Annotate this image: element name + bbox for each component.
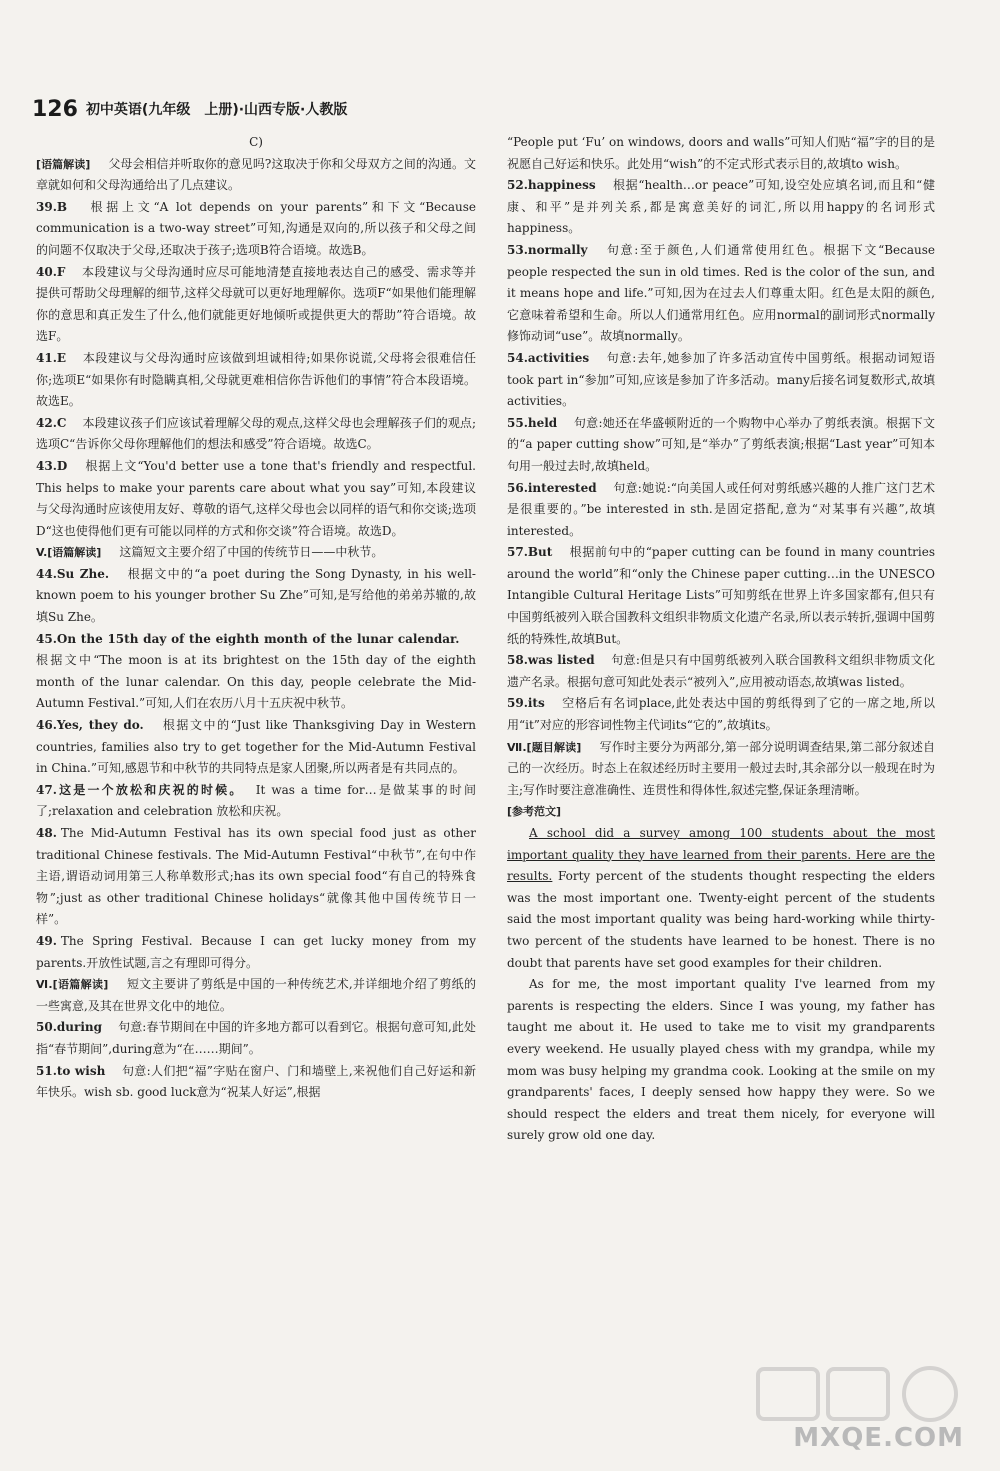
essay-paragraph-1 (507, 823, 935, 974)
item-number: 50.during (36, 1020, 102, 1035)
answer-item (36, 564, 476, 629)
page-header (32, 94, 347, 124)
item-text: 句意:但是只有中国剪纸被列入联合国教科文组织非物质文化遗产名录。根据句意可知此处表示“被列入”,应用被动语态,故填was listed。 (507, 653, 935, 689)
item-number: 39.B (36, 199, 68, 214)
answer-item (36, 931, 476, 974)
left-column (36, 132, 476, 1104)
answer-item (36, 715, 476, 780)
answer-item (36, 1061, 476, 1104)
continued-paragraph (507, 132, 935, 175)
answer-item (36, 456, 476, 542)
item-text: 句意:春节期间在中国的许多地方都可以看到它。根据句意可知,此处指“春节期间”,during意为“在……期间”。 (36, 1020, 476, 1056)
item-text: 根据文中“The moon is at its brightest on the 15th day of the eighth month of the lunar calendar. On this day, people celebrate the Mid-Autumn Festival.”可知,人们在农历八月十五庆祝中秋节。 (36, 631, 476, 711)
item-text: The Mid-Autumn Festival has its own special food just as other traditional Chinese festivals. The Mid-Autumn Festival“中秋节”,在句中作主语,谓语动词用第三人称单数形式;has its own special food“有自己的特殊食物”;just as other traditional Chinese holidays“就像其他中国传统节日一样”。 (36, 826, 476, 927)
item-text: 本段建议与父母沟通时应尽可能地清楚直接地表达自己的感受、需求等并提供可帮助父母理解的细节,这样父母就可以更好地理解你。选项F“如果他们能理解你的意思和真正发生了什么,他们就能更好地倾听或提供更大的帮助”符合语境。故选F。 (36, 264, 476, 344)
item-text: 句意:她说:“向美国人或任何对剪纸感兴趣的人推广这门艺术是很重要的。”be interested in sth.是固定搭配,意为“对某事有兴趣”,故填interested。 (507, 480, 935, 538)
item-text: 本段建议与父母沟通时应该做到坦诚相待;如果你说谎,父母将会很难信任你;选项E“如果你有时隐瞒真相,父母就更难相信你告诉他们的事情”符合本段语境。故选E。 (36, 350, 476, 409)
item-text: C) (249, 135, 263, 149)
item-number: 51.to wish (36, 1063, 106, 1078)
item-text: 空格后有名词place,此处表达中国的剪纸得到了它的一席之地,所以用“it”对应的形容词性物主代词its“它的”,故填its。 (507, 696, 935, 733)
answer-item (36, 413, 476, 456)
answer-item (507, 737, 935, 802)
answer-item (36, 780, 476, 823)
answer-item (36, 197, 476, 262)
item-text: 句意:人们把“福”字贴在窗户、门和墙壁上,来祝他们自己好运和新年快乐。wish sb. good luck意为“祝某人好运”,根据 (36, 1063, 476, 1100)
item-number: 56.interested (507, 480, 597, 495)
item-text: 这篇短文主要介绍了中国的传统节日——中秋节。 (107, 545, 384, 560)
item-text: 句意:至于颜色,人们通常使用红色。根据下文“Because people respected the sun in old times. Red is the color of the sun, and it means hope and life.”可知,因为在过去人们尊重太阳。红色是太阳的颜色,它意味着希望和生命。所以人们通常用红色。应用normal的副词形式normally修饰动词“use”。故填normally。 (507, 242, 935, 344)
sample-essay (507, 823, 935, 1147)
answer-item (36, 262, 476, 348)
item-number: 49. (36, 933, 57, 948)
item-number: 48. (36, 826, 57, 840)
essay-underlined-text: A school did a survey among 100 students about the most important quality they have learned from their parents. Here are the results. (507, 826, 935, 884)
item-number: 46.Yes, they do. (36, 718, 144, 733)
item-number: 53.normally (507, 242, 588, 257)
item-text: 句意:去年,她参加了许多活动宣传中国剪纸。根据动词短语took part in“参加”可知,应该是参加了许多活动。many后接名词复数形式,故填activities。 (507, 350, 935, 409)
section-tag: Ⅵ.[语篇解读] (36, 978, 109, 992)
answer-item (507, 413, 935, 478)
item-number: 52.happiness (507, 178, 596, 193)
item-number: 55.held (507, 415, 558, 430)
answer-item (507, 478, 935, 543)
answer-item (507, 693, 935, 736)
answer-item (507, 348, 935, 413)
answer-item (507, 650, 935, 693)
answer-item (36, 823, 476, 931)
item-number: 44.Su Zhe. (36, 566, 110, 581)
answer-item (36, 154, 476, 197)
answer-item (507, 240, 935, 348)
item-number: 40.F (36, 264, 66, 279)
section-tag: Ⅶ.[题目解读] (507, 740, 582, 754)
item-text: 根据文中的“a poet during the Song Dynasty, in his well-known poem to his younger brother Su Zhe”可知,是写给他的弟弟苏辙的,故填Su Zhe。 (36, 566, 476, 625)
item-text: It was a time for…是做某事的时间了;relaxation and celebration 放松和庆祝。 (36, 782, 476, 819)
item-text: 短文主要讲了剪纸是中国的一种传统艺术,并详细地介绍了剪纸的一些寓意,及其在世界文化中的地位。 (36, 977, 476, 1013)
answer-item (507, 175, 935, 240)
item-number: 47.这是一个放松和庆祝的时候。 (36, 782, 238, 797)
section-tag: V.[语篇解读] (36, 546, 102, 560)
item-text: “People put ‘Fu’ on windows, doors and walls”可知人们贴“福”字的目的是祝愿自己好运和快乐。此处用“wish”的不定式形式表示目的,故填to wish。 (507, 135, 935, 171)
item-number: 57.But (507, 545, 553, 560)
answer-item (507, 542, 935, 650)
item-text: 本段建议孩子们应该试着理解父母的观点,这样父母也会理解孩子们的观点;选项C“告诉你父母你理解他们的想法和感受”符合语境。故选C。 (36, 415, 476, 452)
item-text: 根据“health…or peace”可知,设空处应填名词,而且和“健康、和平”是并列关系,都是寓意美好的词汇,所以用happy的名词形式happiness。 (507, 178, 935, 236)
answer-item (507, 801, 935, 823)
page-title: 初中英语(九年级 上册)·山西专版·人教版 (85, 102, 348, 118)
item-text: 句意:她还在华盛顿附近的一个购物中心举办了剪纸表演。根据下文的“a paper cutting show”可知,是“举办”了剪纸表演;根据“Last year”可知本句用一般过去时,故填held。 (507, 415, 935, 473)
essay-paragraph-2: As for me, the most important quality I've learned from my parents is respecting the elders. Since I was young, my father has taught me about it. He used to take me to visit my grandparents every weekend. He usually played chess with my grandpa, while my mom was busy helping my grandma cook. Looking at the smile on my grandparents' faces, I deeply sensed how happy they were. So we should respect the elders and treat them nicely, for everyone will surely grow old one day. (507, 977, 935, 1143)
essay-text: Forty percent of the students thought respecting the elders was the most important one. Twenty-eight percent of the students said the most important quality was being hard-working while thirty-two percent of the students have learned to be honest. There is no doubt that parents have set good examples for their children. (507, 869, 935, 970)
answer-item (36, 542, 476, 564)
answer-item (36, 1017, 476, 1060)
answer-item (36, 629, 476, 715)
answer-item (36, 974, 476, 1017)
item-number: 42.C (36, 415, 67, 430)
section-tag: [参考范文] (507, 805, 562, 819)
item-text: The Spring Festival. Because I can get lucky money from my parents.开放性试题,言之有理即可得分。 (36, 933, 476, 970)
item-number: 59.its (507, 696, 545, 711)
item-number: 58.was listed (507, 653, 595, 668)
answer-item (36, 348, 476, 413)
item-text: 根据文中的“Just like Thanksgiving Day in Western countries, families also try to get together for the Mid-Autumn Festival in China.”可知,感恩节和中秋节的共同特点是家人团聚,所以两者是有共同点的。 (36, 718, 476, 776)
item-text: 根据上文“You'd better use a tone that's friendly and respectful. This helps to make your parents care about what you say”可知,本段建议与父母沟通时应该使用友好、尊敬的语气,这样父母也会以同样的语气和你交谈;选项D“这也使得他们更有可能以同样的方式和你交谈”符合语境。故选D。 (36, 458, 476, 538)
watermark-text: MXQE.COM (793, 1423, 964, 1453)
item-text: 根据前句中的“paper cutting can be found in many countries around the world”和“only the Chinese paper cutting…in the UNESCO Intangible Cultural Heritage Lists”可知剪纸在世界上许多国家都有,但只有中国剪纸被列入联合国教科文组织非物质文化遗产名录,所以表示转折,强调中国剪纸的特殊性,故填But。 (507, 545, 935, 646)
page-number: 126 (32, 96, 78, 122)
item-text: 父母会相信并听取你的意见吗?这取决于你和父母双方之间的沟通。文章就如何和父母沟通给出了几点建议。 (36, 156, 476, 193)
right-column (507, 132, 935, 1147)
section-tag: [语篇解读] (36, 157, 91, 171)
section-label (36, 132, 476, 154)
item-number: 45.On the 15th day of the eighth month of the lunar calendar. (36, 631, 460, 646)
item-text: 根据上文“A lot depends on your parents”和下文“Because communication is a two-way street”可知,沟通是双向的,所以孩子和父母之间的问题不仅取决于父母,还取决于孩子;选项B符合语境。故选B。 (36, 199, 476, 257)
item-number: 54.activities (507, 350, 590, 365)
item-number: 41.E (36, 350, 67, 365)
item-number: 43.D (36, 458, 68, 473)
item-text: 写作时主要分为两部分,第一部分说明调查结果,第二部分叙述自己的一次经历。时态上在叙述经历时主要用一般过去时,其余部分以一般现在时为主;写作时要注意准确性、连贯性和得体性,叙述完整,保证条理清晰。 (507, 739, 935, 797)
